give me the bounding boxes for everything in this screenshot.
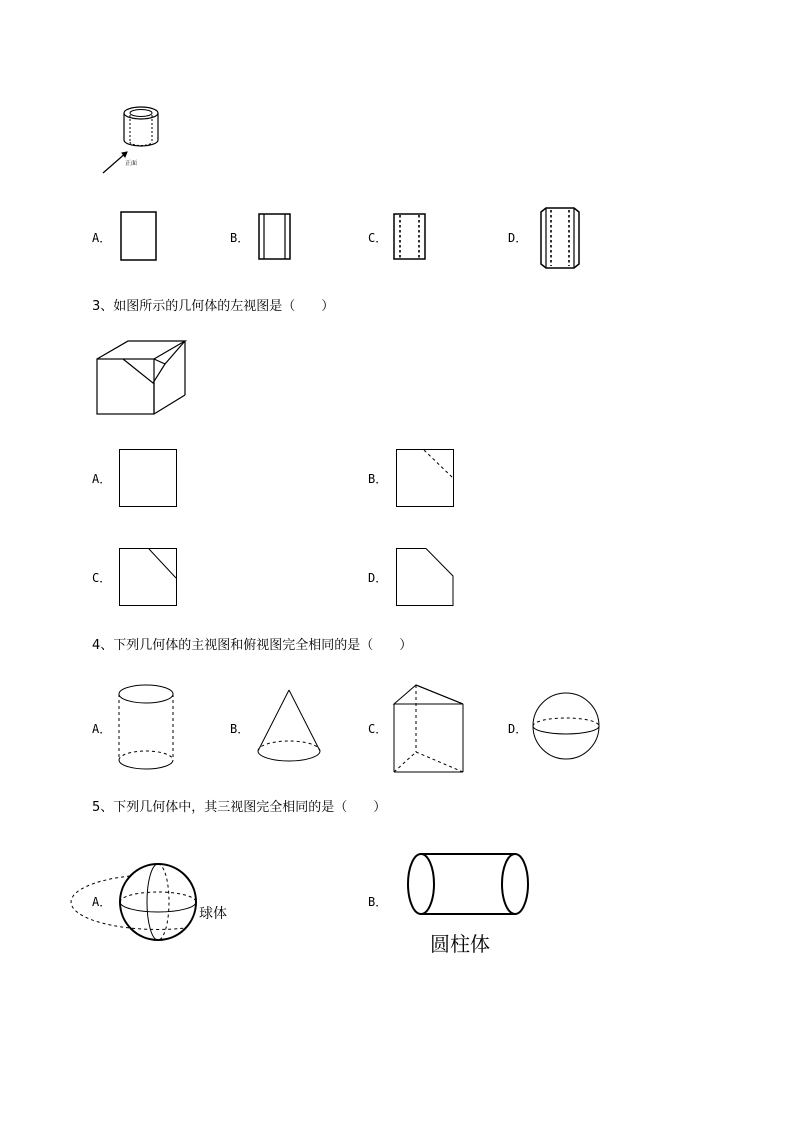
q4-cylinder-figure — [117, 682, 177, 774]
q2-option-c-figure — [393, 213, 433, 261]
hollow-cylinder-figure — [95, 100, 175, 180]
question-4-text: 4、下列几何体的主视图和俯视图完全相同的是（ ） — [92, 638, 413, 653]
q3-option-d-label[interactable]: D． — [368, 571, 388, 585]
sphere-caption: 球体 — [199, 906, 227, 922]
q3-solid-figure — [95, 340, 190, 420]
q4-option-a-label[interactable]: A． — [92, 722, 112, 736]
cylinder-caption: 圆柱体 — [430, 932, 490, 956]
q4-option-b-label[interactable]: B． — [230, 722, 250, 736]
front-label: 正面 — [125, 160, 138, 167]
q2-option-b-figure — [258, 213, 298, 261]
q5-sphere-figure — [118, 862, 202, 946]
q4-option-c-label[interactable]: C． — [368, 722, 388, 736]
q2-option-d-figure — [537, 206, 587, 270]
q5-cylinder-figure — [405, 852, 531, 918]
q5-option-b-label[interactable]: B． — [368, 895, 388, 909]
q4-prism-figure — [392, 682, 467, 776]
q2-option-d-label[interactable]: D． — [508, 231, 528, 245]
q3-option-c-figure — [119, 548, 179, 608]
q2-option-a-figure — [120, 211, 160, 263]
q3-option-b-label[interactable]: B． — [368, 472, 388, 486]
q3-option-c-label[interactable]: C． — [92, 571, 112, 585]
q3-option-a-figure — [119, 449, 179, 509]
q3-option-d-figure — [396, 548, 456, 608]
q2-option-b-label[interactable]: B． — [230, 231, 250, 245]
q4-option-d-label[interactable]: D． — [508, 722, 528, 736]
q2-option-c-label[interactable]: C． — [368, 231, 388, 245]
q4-cone-figure — [255, 688, 325, 768]
q3-option-a-label[interactable]: A． — [92, 472, 112, 486]
q4-sphere-figure — [532, 692, 604, 764]
q5-option-a-label[interactable]: A． — [92, 895, 112, 909]
q3-option-b-figure — [396, 449, 456, 509]
question-5-text: 5、下列几何体中，其三视图完全相同的是（ ） — [92, 800, 387, 815]
question-3-text: 3、如图所示的几何体的左视图是（ ） — [92, 299, 335, 314]
q2-option-a-label[interactable]: A． — [92, 231, 112, 245]
